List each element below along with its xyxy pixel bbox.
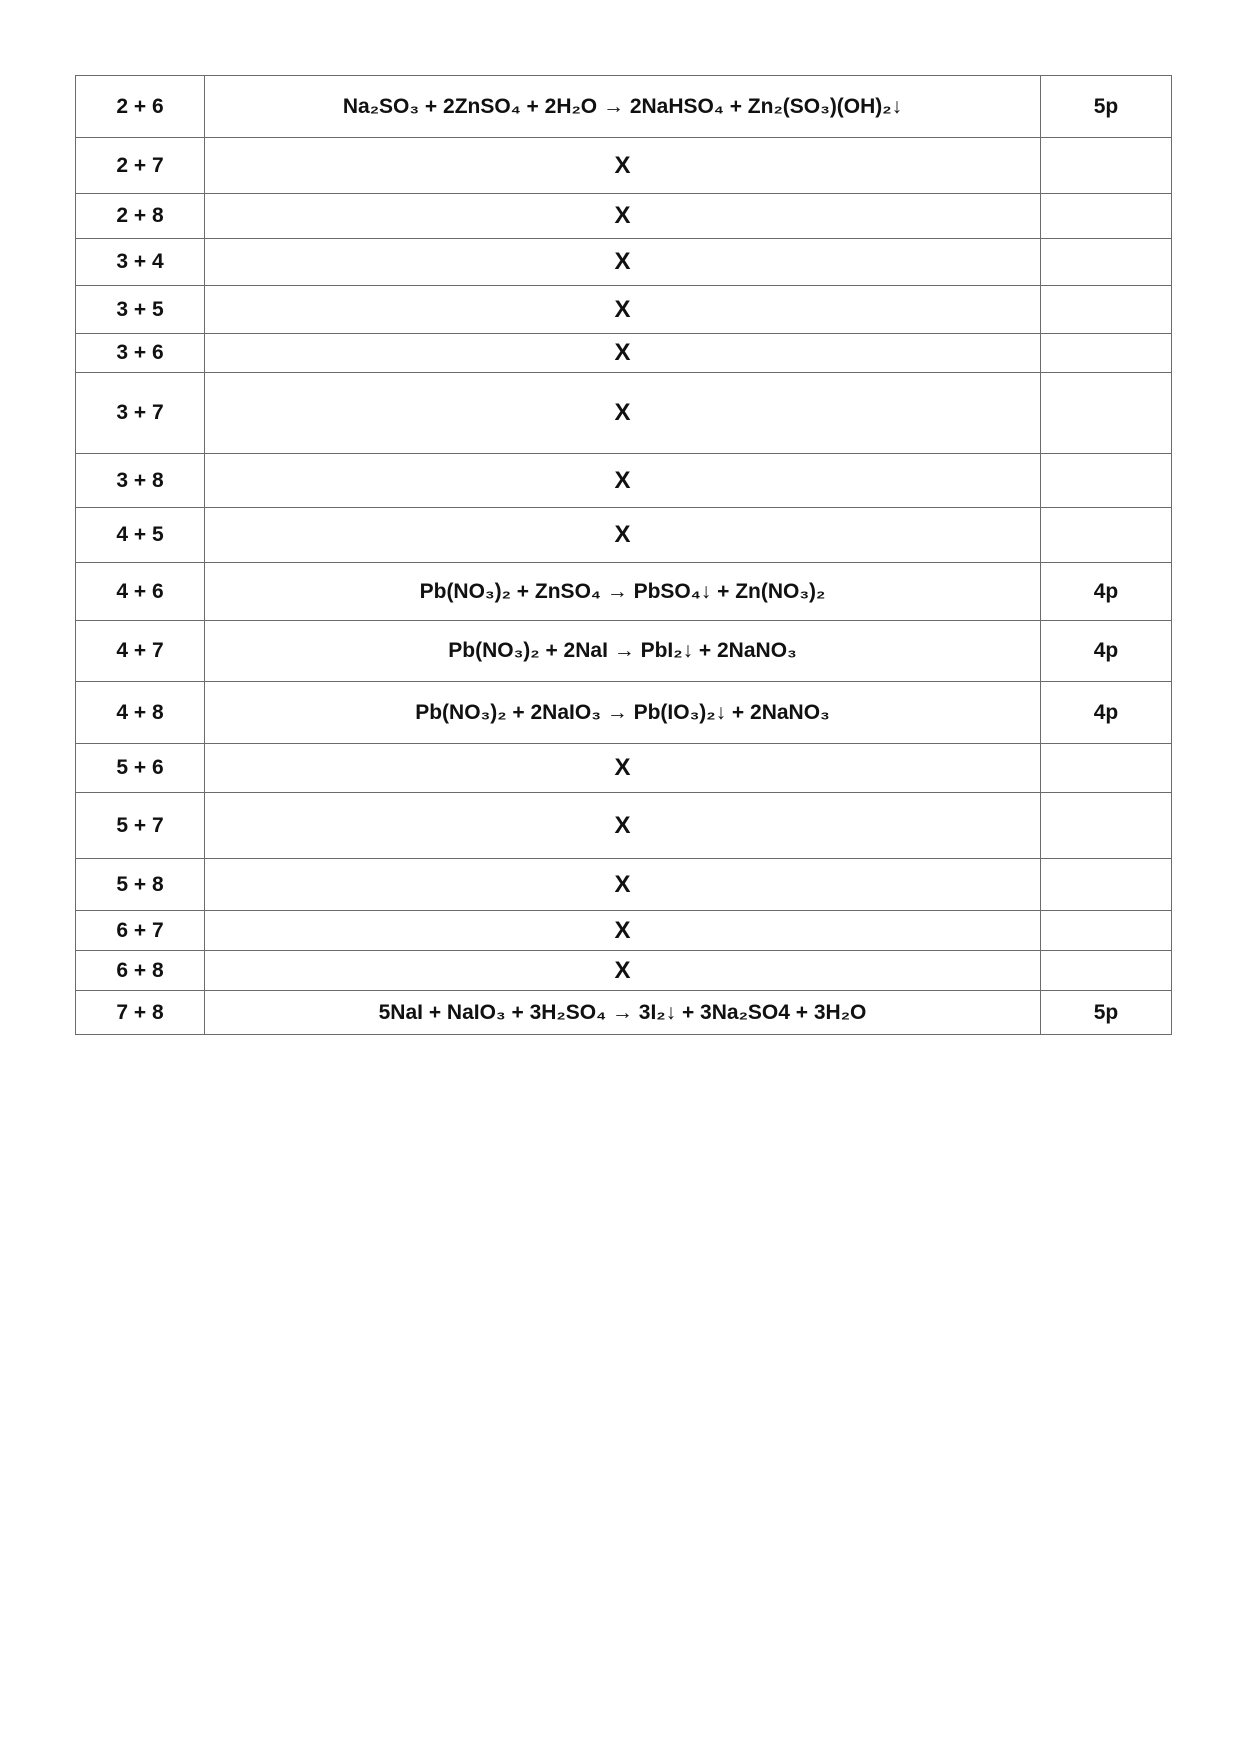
no-reaction-mark: X <box>205 138 1041 194</box>
points-cell <box>1041 138 1172 194</box>
table-row <box>76 454 1172 508</box>
table-row <box>76 744 1172 793</box>
points-cell: 5p <box>1041 991 1172 1035</box>
points-cell <box>1041 859 1172 911</box>
no-reaction-mark: X <box>205 334 1041 373</box>
points-cell <box>1041 508 1172 563</box>
table-row <box>76 194 1172 239</box>
table-row <box>76 508 1172 563</box>
points-cell <box>1041 911 1172 951</box>
table-row <box>76 793 1172 859</box>
table-row <box>76 334 1172 373</box>
reaction-equation: Pb(NO₃)₂ + 2NaI → PbI₂↓ + 2NaNO₃ <box>205 621 1041 682</box>
points-cell: 4p <box>1041 563 1172 621</box>
pair-cell: 3 + 8 <box>76 454 205 508</box>
points-cell <box>1041 286 1172 334</box>
table-row <box>76 76 1172 138</box>
reaction-equation: Na₂SO₃ + 2ZnSO₄ + 2H₂O → 2NaHSO₄ + Zn₂(SO₃)(OH)₂↓ <box>205 76 1041 138</box>
no-reaction-mark: X <box>205 286 1041 334</box>
points-cell <box>1041 373 1172 454</box>
points-cell <box>1041 793 1172 859</box>
pair-cell: 4 + 8 <box>76 682 205 744</box>
reaction-equation: Pb(NO₃)₂ + ZnSO₄ → PbSO₄↓ + Zn(NO₃)₂ <box>205 563 1041 621</box>
points-cell <box>1041 239 1172 286</box>
table-row <box>76 373 1172 454</box>
no-reaction-mark: X <box>205 373 1041 454</box>
table-row <box>76 859 1172 911</box>
no-reaction-mark: X <box>205 454 1041 508</box>
pair-cell: 4 + 7 <box>76 621 205 682</box>
no-reaction-mark: X <box>205 508 1041 563</box>
pair-cell: 2 + 6 <box>76 76 205 138</box>
pair-cell: 2 + 8 <box>76 194 205 239</box>
pair-cell: 3 + 7 <box>76 373 205 454</box>
table-row <box>76 951 1172 991</box>
reactions-table <box>75 75 1172 1035</box>
pair-cell: 6 + 8 <box>76 951 205 991</box>
table-row <box>76 286 1172 334</box>
table-row <box>76 682 1172 744</box>
points-cell <box>1041 951 1172 991</box>
pair-cell: 5 + 6 <box>76 744 205 793</box>
no-reaction-mark: X <box>205 239 1041 286</box>
pair-cell: 7 + 8 <box>76 991 205 1035</box>
pair-cell: 5 + 7 <box>76 793 205 859</box>
table-row <box>76 239 1172 286</box>
reaction-equation: Pb(NO₃)₂ + 2NaIO₃ → Pb(IO₃)₂↓ + 2NaNO₃ <box>205 682 1041 744</box>
points-cell <box>1041 454 1172 508</box>
pair-cell: 6 + 7 <box>76 911 205 951</box>
reaction-equation: 5NaI + NaIO₃ + 3H₂SO₄ → 3I₂↓ + 3Na₂SO4 + 3H₂O <box>205 991 1041 1035</box>
no-reaction-mark: X <box>205 744 1041 793</box>
table-row <box>76 138 1172 194</box>
pair-cell: 2 + 7 <box>76 138 205 194</box>
no-reaction-mark: X <box>205 194 1041 239</box>
no-reaction-mark: X <box>205 859 1041 911</box>
points-cell <box>1041 194 1172 239</box>
pair-cell: 4 + 6 <box>76 563 205 621</box>
no-reaction-mark: X <box>205 951 1041 991</box>
no-reaction-mark: X <box>205 793 1041 859</box>
pair-cell: 3 + 5 <box>76 286 205 334</box>
pair-cell: 4 + 5 <box>76 508 205 563</box>
points-cell <box>1041 744 1172 793</box>
points-cell: 4p <box>1041 621 1172 682</box>
table-row <box>76 991 1172 1035</box>
points-cell: 4p <box>1041 682 1172 744</box>
pair-cell: 3 + 4 <box>76 239 205 286</box>
points-cell <box>1041 334 1172 373</box>
pair-cell: 3 + 6 <box>76 334 205 373</box>
table-row <box>76 911 1172 951</box>
table-row <box>76 621 1172 682</box>
reactions-table-body <box>76 76 1172 1035</box>
pair-cell: 5 + 8 <box>76 859 205 911</box>
table-row <box>76 563 1172 621</box>
points-cell: 5p <box>1041 76 1172 138</box>
no-reaction-mark: X <box>205 911 1041 951</box>
